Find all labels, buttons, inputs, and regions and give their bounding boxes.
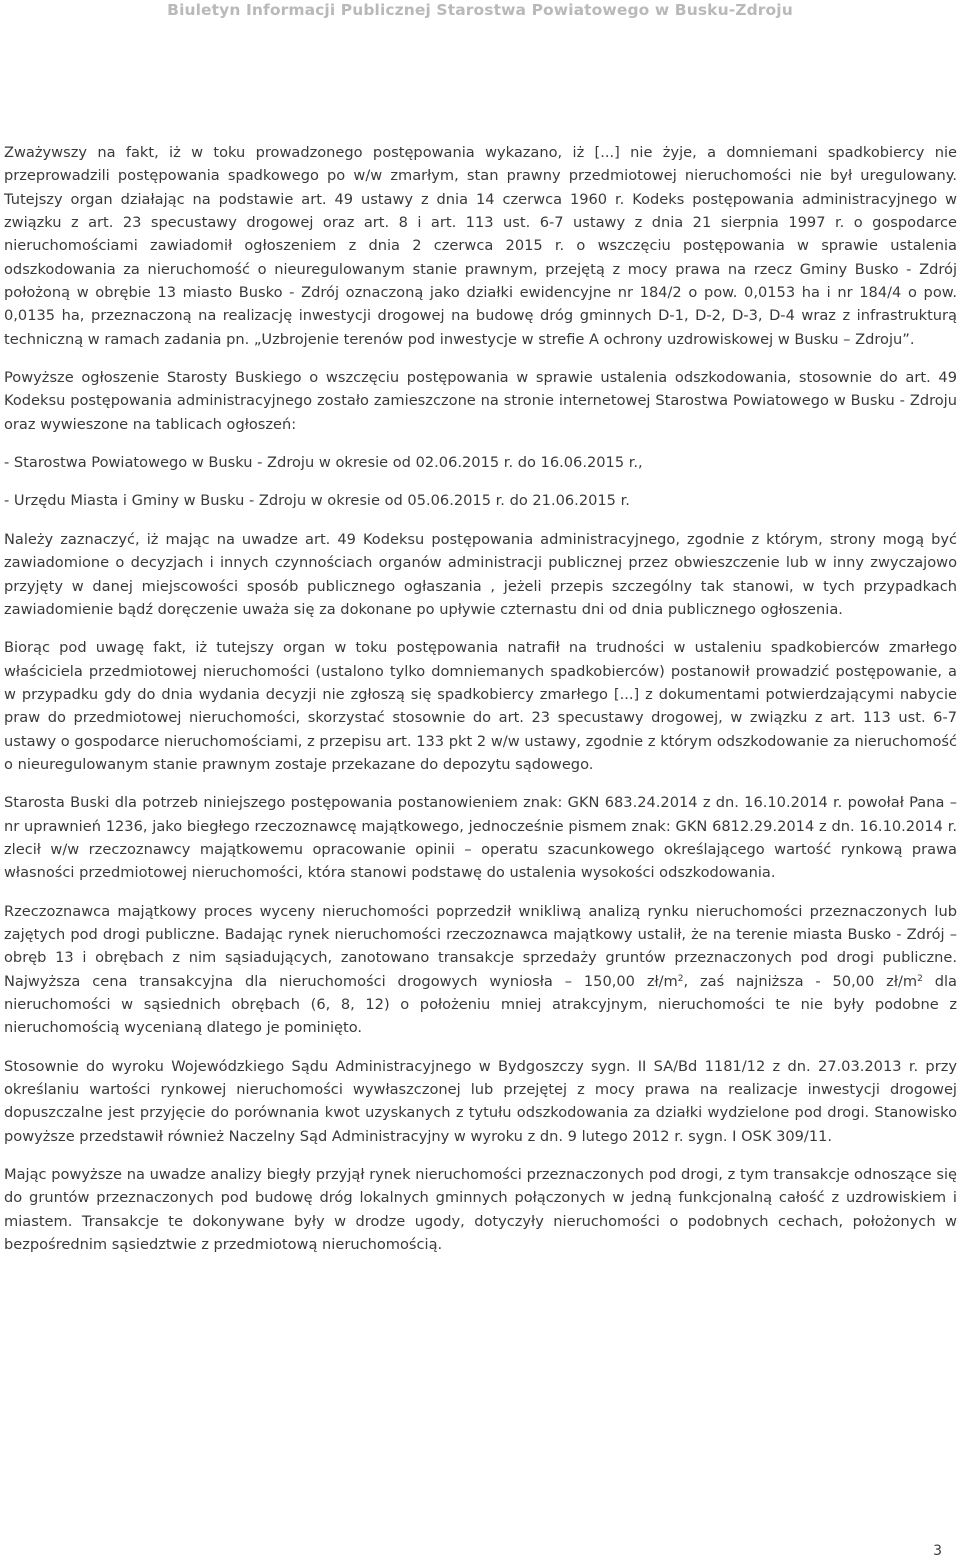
superscript-2: 2 bbox=[677, 973, 684, 984]
page-header: Biuletyn Informacji Publicznej Starostwa Powiatowego w Busku-Zdroju bbox=[167, 1, 793, 19]
paragraph-8-part-1: Rzeczoznawca majątkowy proces wyceny nieruchomości poprzedził wnikliwą analizą rynku nieruchomości przeznaczonych lub zajętych pod drogi publiczne. Badając rynek nieruchomości rzeczoznawca majątkowy ustalił, że na terenie miasta Busko - Zdrój – obręb 13 i obrębach z nim sąsiadujących, zanotowano transakcje sprzedaży gruntów przeznaczonych pod drogi publiczne. Najwyższa cena transakcyjna dla nieruchomości drogowych wyniosła – 150,00 zł/m bbox=[4, 902, 957, 990]
paragraph-6: Biorąc pod uwagę fakt, iż tutejszy organ w toku postępowania natrafił na trudności w ustaleniu spadkobierców zmarłego właściciela przedmiotowej nieruchomości (ustalono tylko domniemanych spadkobierców) postanowił prowadzić postępowanie, a w przypadku gdy do dnia wydania decyzji nie zgłoszą się spadkobiercy zmarłego [...] z dokumentami potwierdzającymi nabycie praw do przedmiotowej nieruchomości, skorzystać stosownie do art. 23 specustawy drogowej, w związku z art. 113 ust. 6-7 ustawy o gospodarce nieruchomościami, z przepisu art. 133 pkt 2 w/w ustawy, zgodnie z którym odszkodowanie za nieruchomość o nieuregulowanym stanie prawnym zostaje przekazane do depozytu sądowego. bbox=[4, 639, 957, 773]
paragraph-7: Starosta Buski dla potrzeb niniejszego postępowania postanowieniem znak: GKN 683.24.2014 z dn. 16.10.2014 r. powołał Pana – nr uprawnień 1236, jako biegłego rzeczoznawcę majątkowego, jednocześnie pismem znak: GKN 6812.29.2014 z dn. 16.10.2014 r. zlecił w/w rzeczoznawcy majątkowemu opracowanie opinii – operatu szacunkowego określającego wartość rynkową prawa własności przedmiotowej nieruchomości, która stanowi podstawę do ustalenia wysokości odszkodowania. bbox=[4, 794, 957, 882]
page-number: 3 bbox=[933, 1543, 942, 1559]
paragraph-4: - Urzędu Miasta i Gminy w Busku - Zdroju w okresie od 05.06.2015 r. do 21.06.2015 r. bbox=[4, 492, 630, 510]
paragraph-1: Zważywszy na fakt, iż w toku prowadzonego postępowania wykazano, iż [...] nie żyje, a domniemani spadkobiercy nie przeprowadzili postępowania spadkowego po w/w zmarłym, stan prawny przedmiotowej nieruchomości nie był uregulowany. Tutejszy organ działając na podstawie art. 49 ustawy z dnia 14 czerwca 1960 r. Kodeks postępowania administracyjnego w związku z art. 23 specustawy drogowej oraz art. 8 i art. 113 ust. 6-7 ustawy z dnia 21 sierpnia 1997 r. o gospodarce nieruchomościami zawiadomił ogłoszeniem z dnia 2 czerwca 2015 r. o wszczęciu postępowania w sprawie ustalenia odszkodowania za nieruchomość o nieuregulowanym stanie prawnym, przejętą z mocy prawa na rzecz Gminy Busko - Zdrój położoną w obrębie 13 miasto Busko - Zdrój oznaczoną jako działki ewidencyjne nr 184/2 o pow. 0,0153 ha i nr 184/4 o pow. 0,0135 ha, przeznaczoną na realizację inwestycji drogowej na budowę dróg gminnych D-1, D-2, D-3, D-4 wraz z infrastrukturą techniczną w ramach zadania pn. „Uzbrojenie terenów pod inwestycje w strefie A ochrony uzdrowiskowej w Busku – Zdroju”. bbox=[4, 144, 957, 348]
paragraph-8-part-2: , zaś najniższa - 50,00 zł/m bbox=[683, 972, 918, 990]
paragraph-10: Mając powyższe na uwadze analizy biegły przyjął rynek nieruchomości przeznaczonych pod drogi, z tym transakcje odnoszące się do gruntów przeznaczonych pod budowę dróg lokalnych gminnych połączonych w jedną funkcjonalną całość z uzdrowiskiem i miastem. Transakcje te dokonywane były w drodze ugody, dotyczyły nieruchomości o podobnych cechach, położonych w bezpośrednim sąsiedztwie z przedmiotową nieruchomością. bbox=[4, 1166, 957, 1254]
paragraph-5: Należy zaznaczyć, iż mając na uwadze art. 49 Kodeksu postępowania administracyjnego, zgodnie z którym, strony mogą być zawiadomione o decyzjach i innych czynnościach organów administracji publicznej przez obwieszczenie lub w inny zwyczajowo przyjęty w danej miejscowości sposób publicznego ogłaszania , jeżeli przepis szczególny tak stanowi, w tych przypadkach zawiadomienie bądź doręczenie uważa się za dokonane po upływie czternastu dni od dnia publicznego ogłoszenia. bbox=[4, 530, 957, 618]
paragraph-9: Stosownie do wyroku Wojewódzkiego Sądu Administracyjnego w Bydgoszczy sygn. II SA/Bd 1181/12 z dn. 27.03.2013 r. przy określaniu wartości rynkowej nieruchomości wywłaszczonej lub przejętej z mocy prawa na realizacje inwestycji drogowej dopuszczalne jest przyjęcie do porównania kwot uzyskanych z tytułu odszkodowania za działki wydzielone pod drogi. Stanowisko powyższe przedstawił również Naczelny Sąd Administracyjny w wyroku z dn. 9 lutego 2012 r. sygn. I OSK 309/11. bbox=[4, 1057, 957, 1145]
document-body bbox=[4, 141, 957, 1271]
paragraph-8 bbox=[4, 900, 957, 1040]
superscript-2: 2 bbox=[917, 973, 923, 984]
paragraph-3: - Starostwa Powiatowego w Busku - Zdroju w okresie od 02.06.2015 r. do 16.06.2015 r., bbox=[4, 454, 643, 472]
paragraph-2: Powyższe ogłoszenie Starosty Buskiego o wszczęciu postępowania w sprawie ustalenia odszkodowania, stosownie do art. 49 Kodeksu postępowania administracyjnego zostało zamieszczone na stronie internetowej Starostwa Powiatowego w Busku - Zdroju oraz wywieszone na tablicach ogłoszeń: bbox=[4, 369, 957, 433]
paragraph-8-part-3: dla nieruchomości w sąsiednich obrębach (6, 8, 12) o położeniu mniej atrakcyjnym, nieruchomości te nie były podobne z nieruchomością wycenianą dlatego je pominięto. bbox=[4, 972, 957, 1037]
